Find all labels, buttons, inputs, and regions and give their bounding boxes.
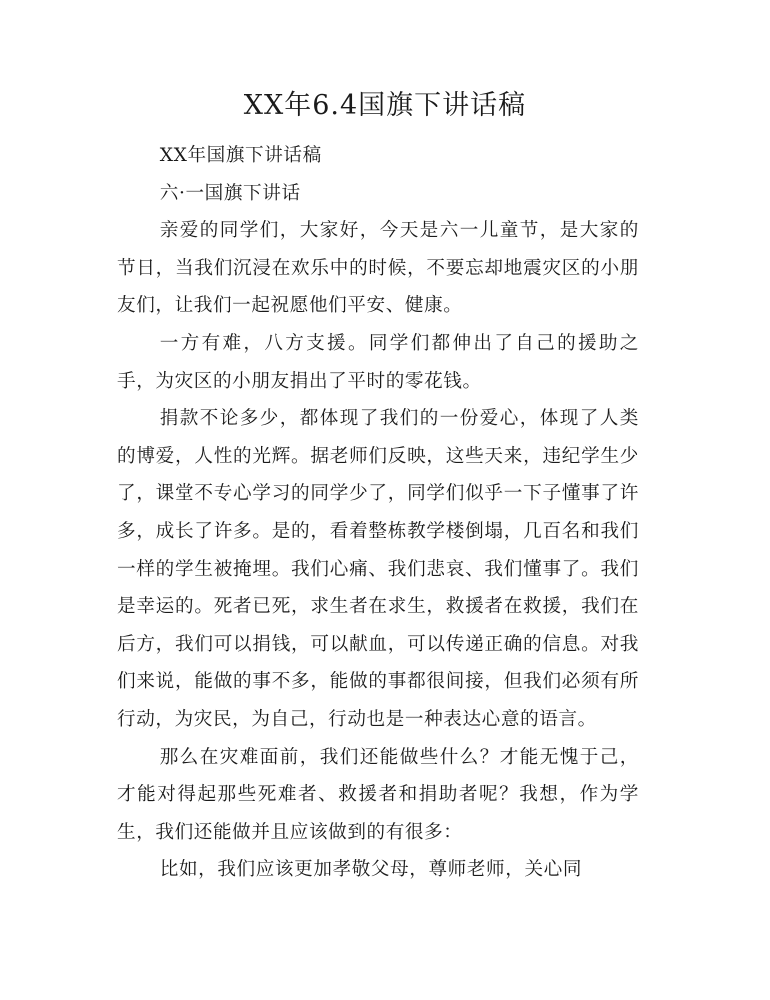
body-paragraph: 比如，我们应该更加孝敬父母，尊师老师，关心同 — [159, 859, 583, 881]
body-paragraph: 捐款不论多少，都体现了我们的一份爱心，体现了人类的博爱，人性的光辉。据老师们反映，这些天来，违纪学生少了，课堂不专心学习的同学少了，同学们似乎一下子懂事了许多，成长了许多。是的，看着整栋教学楼倒塌，几百名和我们一样的学生被掩埋。我们心痛、我们悲哀、我们懂事了。我们是幸运的。死者已死，求生者在求生，救援者在救援，我们在后方，我们可以捐钱，可以献血，可以传递正确的信息。对我们来说，能做的事不多，能做的事都很间接，但我们必须有所行动，为灾民，为自己，行动也是一种表达心意的语言。 — [117, 408, 639, 730]
document-body — [117, 137, 639, 889]
document-title: XX年6.4国旗下讲话稿 — [243, 90, 527, 121]
body-paragraph: 那么在灾难面前，我们还能做些什么？才能无愧于己，才能对得起那些死难者、救援者和捐助者呢？我想，作为学生，我们还能做并且应该做到的有很多： — [117, 746, 639, 843]
subtitle-paragraph: XX年国旗下讲话稿 — [159, 145, 322, 166]
speech-heading-paragraph: 六·一国旗下讲话 — [159, 182, 301, 204]
body-paragraph: 亲爱的同学们，大家好，今天是六一儿童节，是大家的节日，当我们沉浸在欢乐中的时候，不要忘却地震灾区的小朋友们，让我们一起祝愿他们平安、健康。 — [117, 220, 639, 317]
body-paragraph: 一方有难，八方支援。同学们都伸出了自己的援助之手，为灾区的小朋友捐出了平时的零花钱。 — [117, 332, 639, 392]
